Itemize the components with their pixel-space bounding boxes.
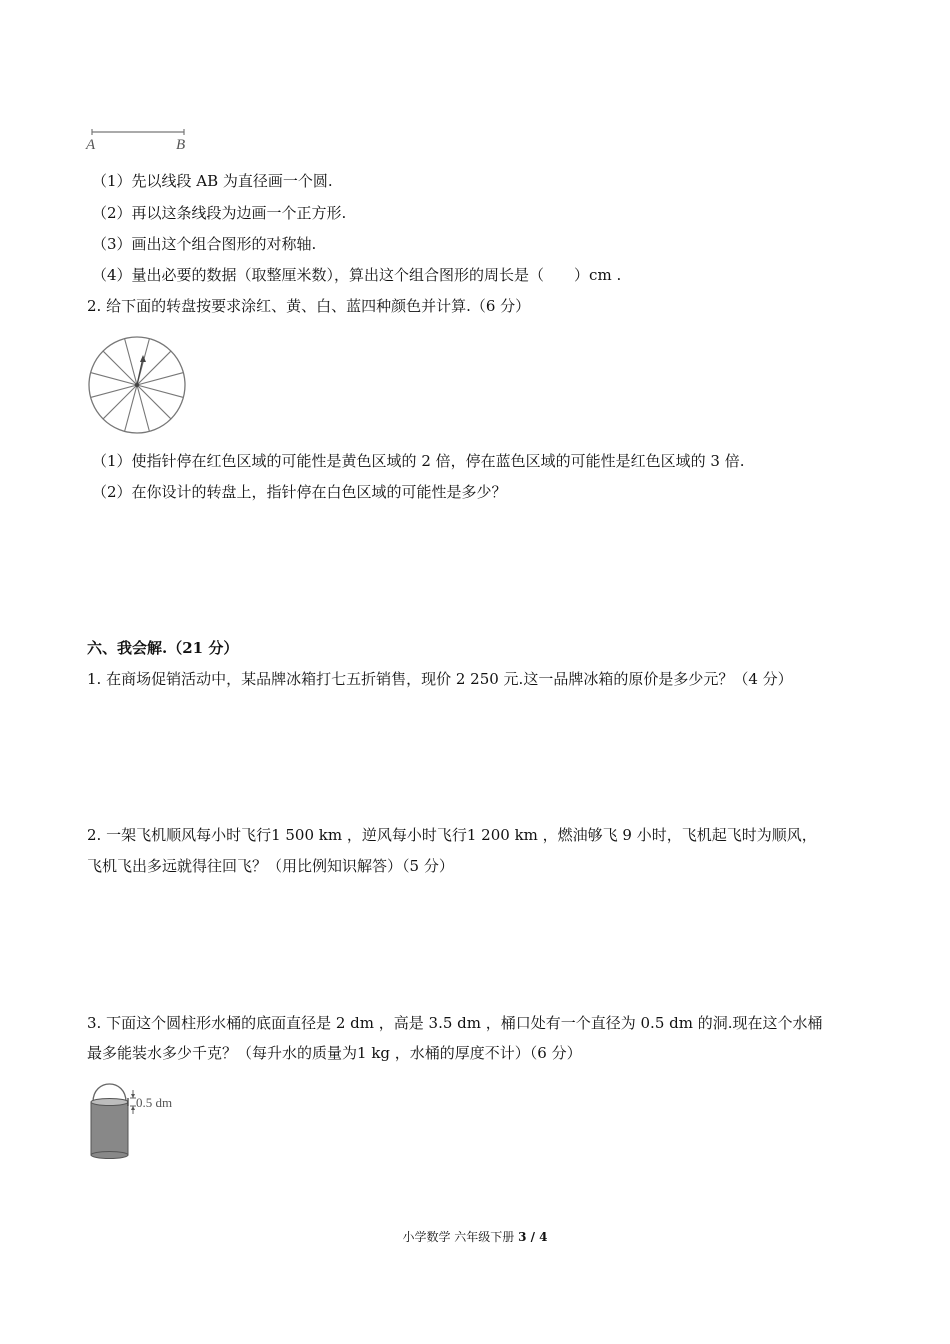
q1-step-3: （3）画出这个组合图形的对称轴.: [92, 235, 317, 253]
q2-step-1: （1）使指针停在红色区域的可能性是黄色区域的 2 倍，停在蓝色区域的可能性是红色区域的 3 倍.: [92, 452, 745, 470]
bucket-figure: [86, 1076, 196, 1160]
s6-question-2-line-1: 2. 一架飞机顺风每小时飞行1 500 km ，逆风每小时飞行1 200 km ，燃油够飞 9 小时，飞机起飞时为顺风，: [87, 826, 817, 844]
q1-step-4: （4）量出必要的数据（取整厘米数），算出这个组合图形的周长是（ ）cm .: [92, 266, 622, 284]
bucket-hole-label: 0.5 dm: [136, 1095, 173, 1110]
s6-question-1: 1. 在商场促销活动中，某品牌冰箱打七五折销售，现价 2 250 元.这一品牌冰箱的原价是多少元？（4 分）: [87, 670, 793, 688]
footer-text: 小学数学 六年级下册: [402, 1230, 519, 1244]
section-6-heading: 六、我会解.（21 分）: [87, 639, 239, 657]
page-number: 3 / 4: [518, 1230, 548, 1244]
page-footer: [0, 1228, 950, 1245]
segment-ab-figure: [84, 124, 194, 152]
s6-question-3-line-2: 最多能装水多少千克？（每升水的质量为1 kg ，水桶的厚度不计）（6 分）: [87, 1044, 582, 1062]
q1-step-1: （1）先以线段 AB 为直径画一个圆.: [92, 172, 333, 190]
s6-question-2-line-2: 飞机飞出多远就得往回飞？（用比例知识解答）（5 分）: [87, 857, 454, 875]
q1-step-2: （2）再以这条线段为边画一个正方形.: [92, 204, 347, 222]
spinner-wheel-figure: [86, 334, 192, 440]
point-a-label: A: [86, 137, 96, 152]
q2-title: 2. 给下面的转盘按要求涂红、黄、白、蓝四种颜色并计算.（6 分）: [87, 297, 531, 315]
q2-step-2: （2）在你设计的转盘上，指针停在白色区域的可能性是多少？: [92, 483, 507, 501]
s6-question-3-line-1: 3. 下面这个圆柱形水桶的底面直径是 2 dm ，高是 3.5 dm ，桶口处有一个直径为 0.5 dm 的洞.现在这个水桶: [87, 1014, 823, 1032]
point-b-label: B: [176, 137, 186, 152]
